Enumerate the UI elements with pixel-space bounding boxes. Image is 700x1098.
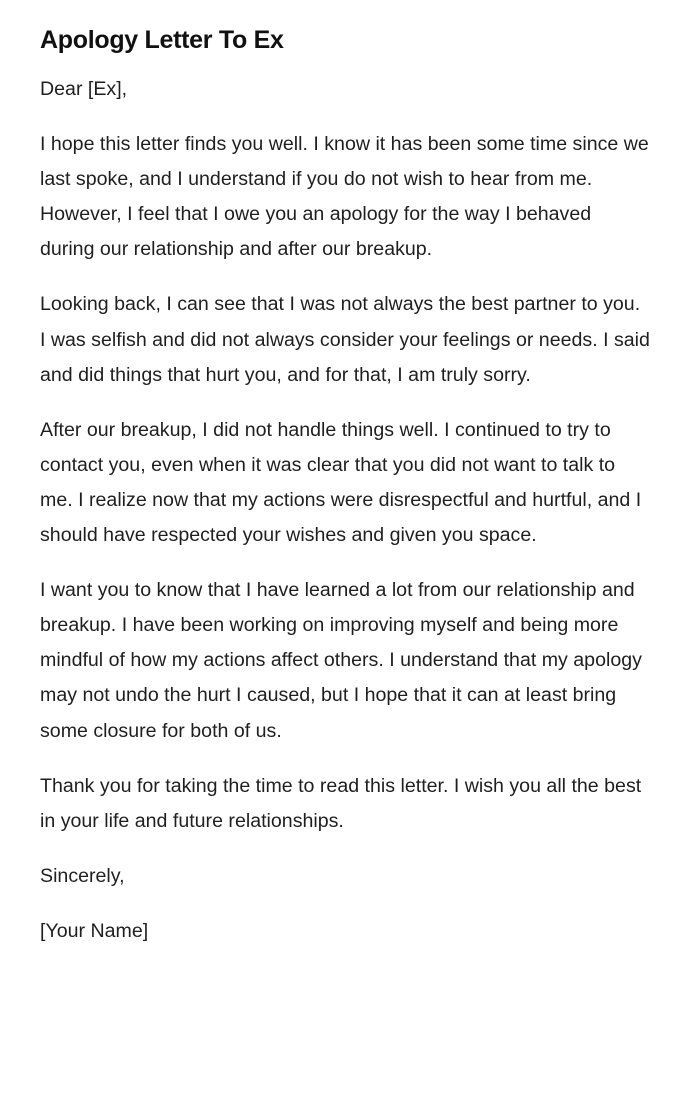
letter-paragraph-1: I hope this letter finds you well. I know it has been some time since we last spoke, and I understand if you do not wish to hear from me. However, I feel that I owe you an apology for the way I behaved during our relationship and after our breakup. xyxy=(40,133,649,261)
letter-paragraph-2: Looking back, I can see that I was not always the best partner to you. I was selfish and did not always consider your feelings or needs. I said and did things that hurt you, and for that, I am truly sorry. xyxy=(40,293,650,386)
letter-closing: Sincerely, xyxy=(40,864,125,887)
letter-paragraph-3: After our breakup, I did not handle things well. I continued to try to contact you, even when it was clear that you did not want to talk to me. I realize now that my actions were disrespectful and hurtful, and I should have respected your wishes and given you space. xyxy=(40,418,642,547)
letter-paragraph-5: Thank you for taking the time to read this letter. I wish you all the best in your life and future relationships. xyxy=(40,774,642,832)
letter-signature: [Your Name] xyxy=(40,919,149,942)
letter-salutation: Dear [Ex], xyxy=(40,78,128,100)
letter-paragraph-4: I want you to know that I have learned a lot from our relationship and breakup. I have been working on improving myself and being more mindful of how my actions affect others. I understand that my apology may not undo the hurt I caused, but I hope that it can at least bring some closure for both of us. xyxy=(40,579,642,742)
letter-title: Apology Letter To Ex xyxy=(40,26,284,54)
